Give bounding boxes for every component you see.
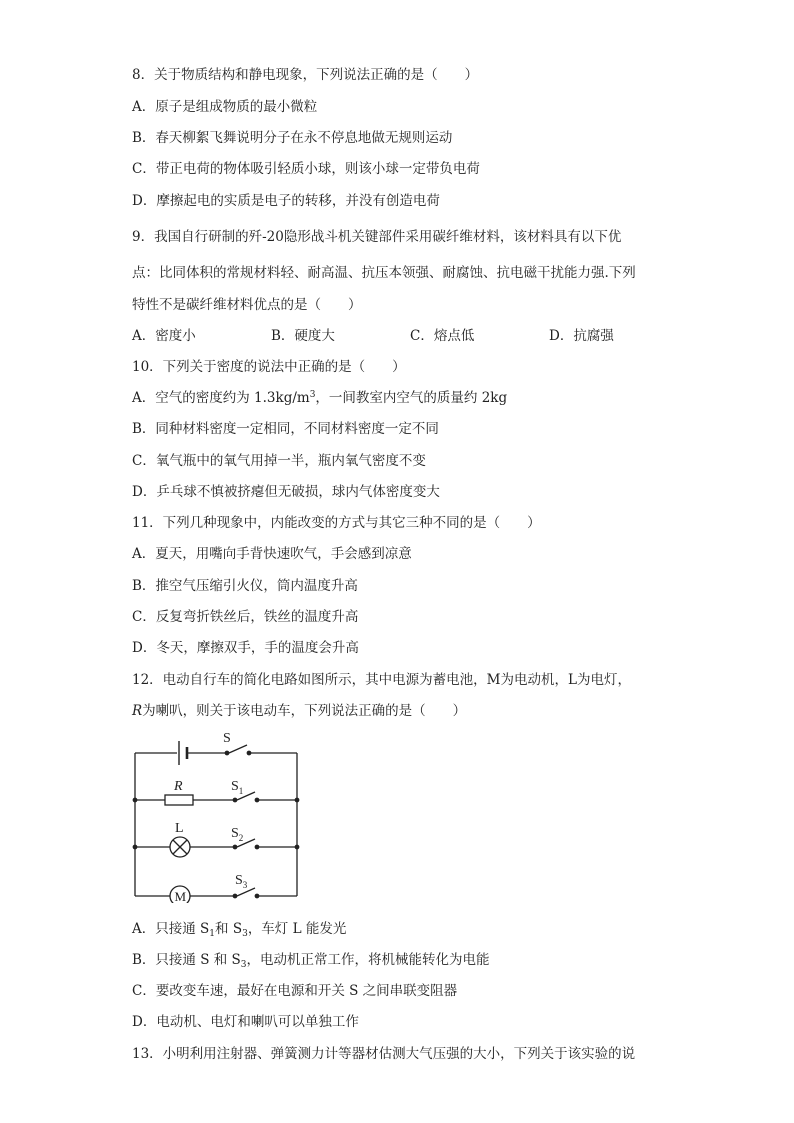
q12-stem-line-1: 12．电动自行车的简化电路如图所示，其中电源为蓄电池，M为电动机，L为电灯，: [132, 672, 631, 688]
q10-option-a-sup: 3: [309, 390, 316, 400]
q10-option-c: C．氧气瓶中的氧气用掉一半，瓶内氧气密度不变: [132, 453, 426, 469]
q12-stem-r-symbol: R: [132, 703, 143, 719]
q10-option-d: D．乒乓球不慎被挤瘪但无破损，球内气体密度变大: [132, 484, 440, 500]
switch-s-label: S: [223, 731, 231, 746]
switch-s1-label: $S_1$: [231, 779, 244, 796]
q8-option-a: A．原子是组成物质的最小微粒: [132, 99, 318, 115]
lamp-l-label: L: [175, 821, 184, 836]
q8-stem: 8．关于物质结构和静电现象，下列说法正确的是（ ）: [132, 67, 479, 83]
q12-option-a-part1: A．只接通 S: [132, 921, 210, 937]
switch-s2-label: $S_2$: [231, 826, 244, 843]
q9-option-d: D．抗腐强: [549, 328, 614, 344]
q9-stem-line-1: 9．我国自行研制的歼-20隐形战斗机关键部件采用碳纤维材料，该材料具有以下优: [132, 229, 622, 245]
q9-option-a: A．密度小: [132, 328, 196, 344]
q12-option-c: C．要改变车速，最好在电源和开关 S 之间串联变阻器: [132, 983, 458, 999]
q12-stem-line-2: [132, 702, 466, 720]
motor-m-label: M: [174, 889, 187, 903]
q10-option-a-pre: A．空气的密度约为 1.3kg/m: [132, 390, 310, 406]
q9-stem-line-2: 点：比同体积的常规材料轻、耐高温、抗压本领强、耐腐蚀、抗电磁干扰能力强.下列: [132, 265, 636, 281]
q12-option-b: [132, 951, 490, 969]
q12-option-b-part1: B．只接通 S 和 S: [132, 952, 241, 968]
switch-s-blade: [229, 745, 247, 753]
q8-option-d: D．摩擦起电的实质是电子的转移，并没有创造电荷: [132, 193, 440, 209]
q12-stem-line-2-rest: 为喇叭，则关于该电动车，下列说法正确的是（ ）: [142, 703, 467, 719]
q11-stem: 11．下列几种现象中，内能改变的方式与其它三种不同的是（ ）: [132, 515, 541, 531]
q12-option-a: [132, 920, 346, 938]
q12-option-b-sub: 3: [240, 960, 247, 970]
q10-stem: 10．下列关于密度的说法中正确的是（ ）: [132, 359, 406, 375]
q11-option-c: C．反复弯折铁丝后，铁丝的温度升高: [132, 609, 359, 625]
q12-option-b-part2: ，电动机正常工作，将机械能转化为电能: [246, 952, 490, 968]
q8-option-c: C．带正电荷的物体吸引轻质小球，则该小球一定带负电荷: [132, 161, 480, 177]
q12-option-a-part3: ，车灯 L 能发光: [247, 921, 347, 937]
q13-stem-line-1: 13．小明利用注射器、弹簧测力计等器材估测大气压强的大小，下列关于该实验的说: [132, 1046, 636, 1062]
q9-option-c: C．熔点低: [410, 328, 475, 344]
resistor-r-label: R: [174, 779, 183, 794]
circuit-diagram: [125, 728, 305, 903]
q9-option-b: B．硬度大: [271, 328, 335, 344]
q10-option-a: [132, 389, 507, 407]
q9-stem-line-3: 特性不是碳纤维材料优点的是（ ）: [132, 297, 362, 313]
q10-option-b: B．同种材料密度一定相同，不同材料密度一定不同: [132, 421, 439, 437]
q11-option-a: A．夏天，用嘴向手背快速吹气，手会感到凉意: [132, 546, 412, 562]
q12-option-a-sub1: 1: [209, 929, 216, 939]
q11-option-d: D．冬天，摩擦双手，手的温度会升高: [132, 640, 359, 656]
q11-option-b: B．推空气压缩引火仪，筒内温度升高: [132, 578, 358, 594]
q10-option-a-post: ，一间教室内空气的质量约 2kg: [315, 390, 508, 406]
q12-option-a-sub2: 3: [242, 929, 248, 939]
horn-resistor-r: [165, 795, 193, 805]
q12-option-a-part2: 和 S: [215, 921, 243, 937]
q12-option-d: D．电动机、电灯和喇叭可以单独工作: [132, 1014, 359, 1030]
switch-s3-label: $S_3$: [235, 873, 248, 890]
q8-option-b: B．春天柳絮飞舞说明分子在永不停息地做无规则运动: [132, 130, 453, 146]
